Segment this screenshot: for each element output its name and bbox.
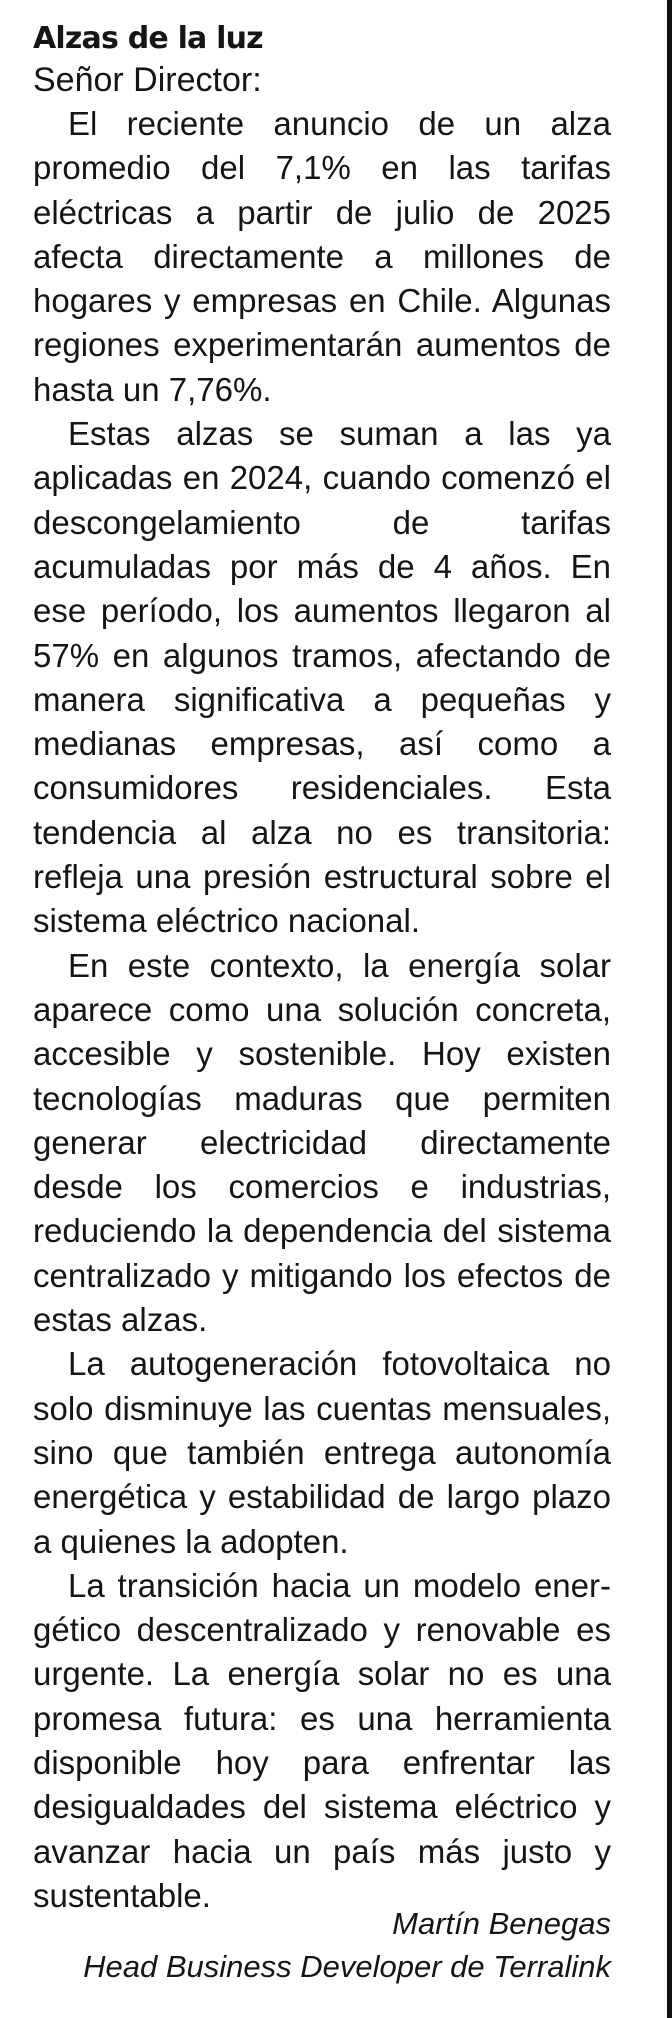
letter-paragraph: El reciente anuncio de un alza promedio del 7,1% en las tarifas eléctricas a partir de julio de 2025 afecta directamente a millones de hogares y empresas en Chile. Algunas regiones experimentarán aumentos de hasta un 7,76%. <box>33 105 611 408</box>
letter-paragraph: En este contexto, la energía solar aparece como una solución concreta, accesible y sostenible. Hoy existen tecnologías maduras que permiten generar electricidad directamente desde los comercios e industrias, reduciendo la dependencia del sistema centralizado y mitigando los efectos de estas alzas. <box>33 946 611 1339</box>
author-name: Martín Benegas <box>392 1906 611 1941</box>
salutation: Señor Director: <box>33 61 262 99</box>
letter-paragraph: Estas alzas se suman a las ya aplicadas en 2024, cuando comenzó el descongelamiento de tarifas acumuladas por más de 4 años. En ese período, los aumentos llegaron al 57% en algunos tramos, afectando de manera significativa a pequeñas y medianas empresas, así como a consumidores residenciales. Esta tendencia al alza no es transitoria: refleja una presión estructural sobre el sistema eléctrico nacional. <box>33 415 611 940</box>
letter-to-editor <box>33 20 611 1918</box>
author-role: Head Business Developer de Terralink <box>83 1949 611 1984</box>
column-divider <box>667 0 672 2018</box>
letter-paragraph: La autogeneración fotovoltaica no solo disminuye las cuentas mensuales, sino que también entrega autonomía energética y estabilidad de largo plazo a quienes la adopten. <box>33 1345 611 1560</box>
letter-body <box>33 102 611 1918</box>
letter-title: Alzas de la luz <box>33 21 263 56</box>
letter-paragraph: La transición hacia un modelo energético descentralizado y renovable es urgente. La energía solar no es una promesa futura: es una herramienta disponible hoy para enfrentar las desigualdades del sistema eléctrico y avanzar hacia un país más justo y sustentable. <box>33 1566 611 1914</box>
signature-block <box>83 1902 611 1988</box>
